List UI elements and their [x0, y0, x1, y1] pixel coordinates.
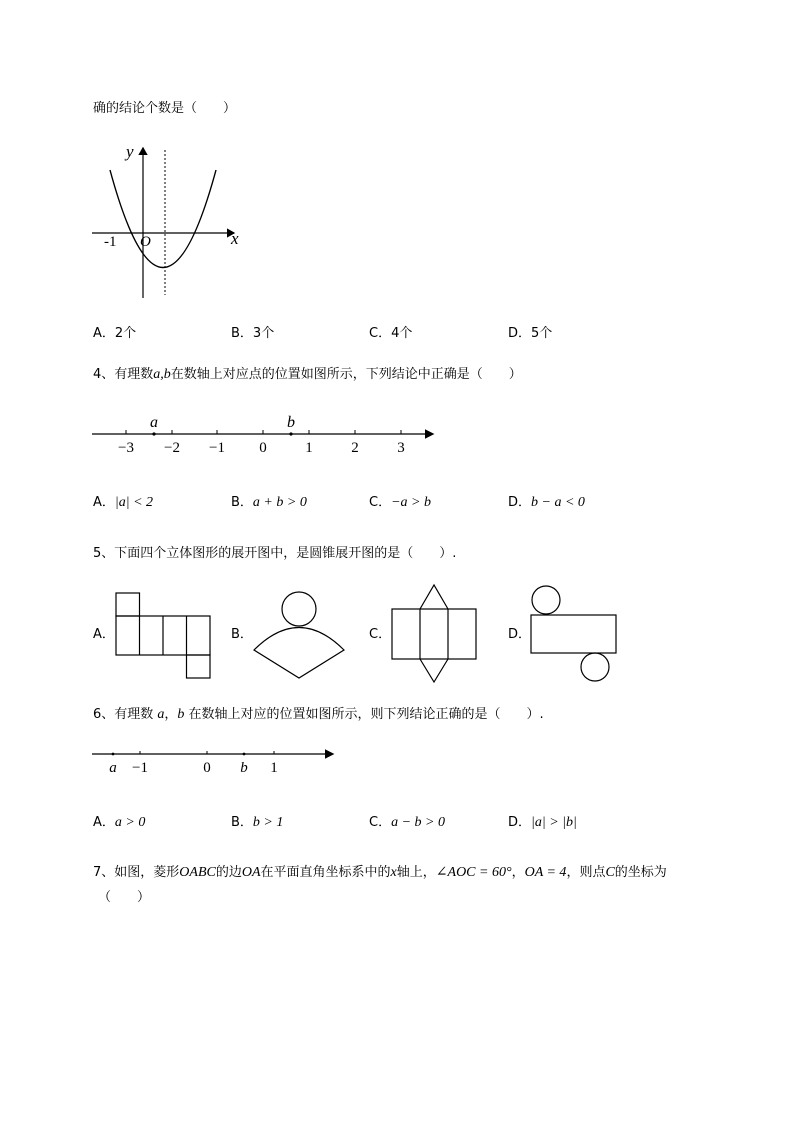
- q4-number-line: [88, 410, 438, 460]
- q3-parabola-graph: [88, 140, 248, 305]
- svg-text:−3: −3: [118, 440, 134, 456]
- q7-answer-blank: （ ）: [98, 890, 151, 905]
- svg-text:1: 1: [270, 760, 278, 776]
- q4-option-d[interactable]: D．b − a < 0: [508, 495, 585, 510]
- q6-option-b[interactable]: B．b > 1: [231, 815, 284, 830]
- svg-text:3: 3: [397, 440, 405, 456]
- q5-cone-net: [252, 590, 348, 682]
- svg-text:b: b: [287, 414, 295, 431]
- q4-option-c[interactable]: C．−a > b: [369, 495, 431, 510]
- q5-option-b[interactable]: B．: [231, 627, 253, 642]
- point-a: [112, 753, 115, 756]
- q4-option-b[interactable]: B．a + b > 0: [231, 495, 307, 510]
- q5-cylinder-net: [529, 584, 621, 684]
- q6-option-d[interactable]: D．|a| > |b|: [508, 815, 577, 830]
- q5-prism-net: [390, 584, 480, 684]
- svg-text:1: 1: [305, 440, 313, 456]
- q5-option-d[interactable]: D．: [508, 627, 532, 642]
- q6-number-line: [88, 744, 338, 778]
- q6-option-a[interactable]: A．a > 0: [93, 815, 146, 830]
- origin-label: O: [140, 234, 151, 250]
- point-b: [243, 753, 246, 756]
- q5-option-a[interactable]: A．: [93, 627, 115, 642]
- q5-cube-net: [114, 592, 214, 680]
- q4-question: 4、有理数a,b在数轴上对应点的位置如图所示，下列结论中正确是（ ）: [93, 367, 522, 382]
- q6-question: 6、有理数 a，b 在数轴上对应的位置如图所示，则下列结论正确的是（ ）.: [93, 707, 544, 722]
- svg-text:2: 2: [351, 440, 359, 456]
- q5-question: 5、下面四个立体图形的展开图中，是圆锥展开图的是（ ）.: [93, 546, 457, 561]
- parabola-curve: [110, 170, 216, 268]
- q3-option-c[interactable]: C．4个: [369, 326, 413, 341]
- q3-question-tail: 确的结论个数是（ ）: [93, 101, 237, 116]
- tick-label-minus-one: -1: [104, 234, 117, 250]
- q3-option-d[interactable]: D．5个: [508, 326, 553, 341]
- svg-text:a: a: [150, 414, 158, 431]
- svg-text:−1: −1: [132, 760, 148, 776]
- point-a: [152, 432, 155, 435]
- q3-option-b[interactable]: B．3个: [231, 326, 275, 341]
- q4-option-a[interactable]: A．|a| < 2: [93, 495, 154, 510]
- q7-question-line1: 7、如图，菱形OABC的边OA在平面直角坐标系中的x轴上，∠AOC = 60°，OA = 4，则点C的坐标为: [93, 865, 667, 880]
- y-axis-label: y: [126, 142, 134, 161]
- point-b: [289, 432, 292, 435]
- x-axis-label: x: [231, 229, 239, 248]
- svg-text:0: 0: [259, 440, 267, 456]
- q3-option-a[interactable]: A．2个: [93, 326, 137, 341]
- svg-text:−2: −2: [164, 440, 180, 456]
- svg-text:0: 0: [203, 760, 211, 776]
- svg-text:−1: −1: [209, 440, 225, 456]
- svg-text:a: a: [109, 760, 117, 776]
- q6-option-c[interactable]: C．a − b > 0: [369, 815, 445, 830]
- svg-text:b: b: [240, 760, 248, 776]
- q5-option-c[interactable]: C．: [369, 627, 392, 642]
